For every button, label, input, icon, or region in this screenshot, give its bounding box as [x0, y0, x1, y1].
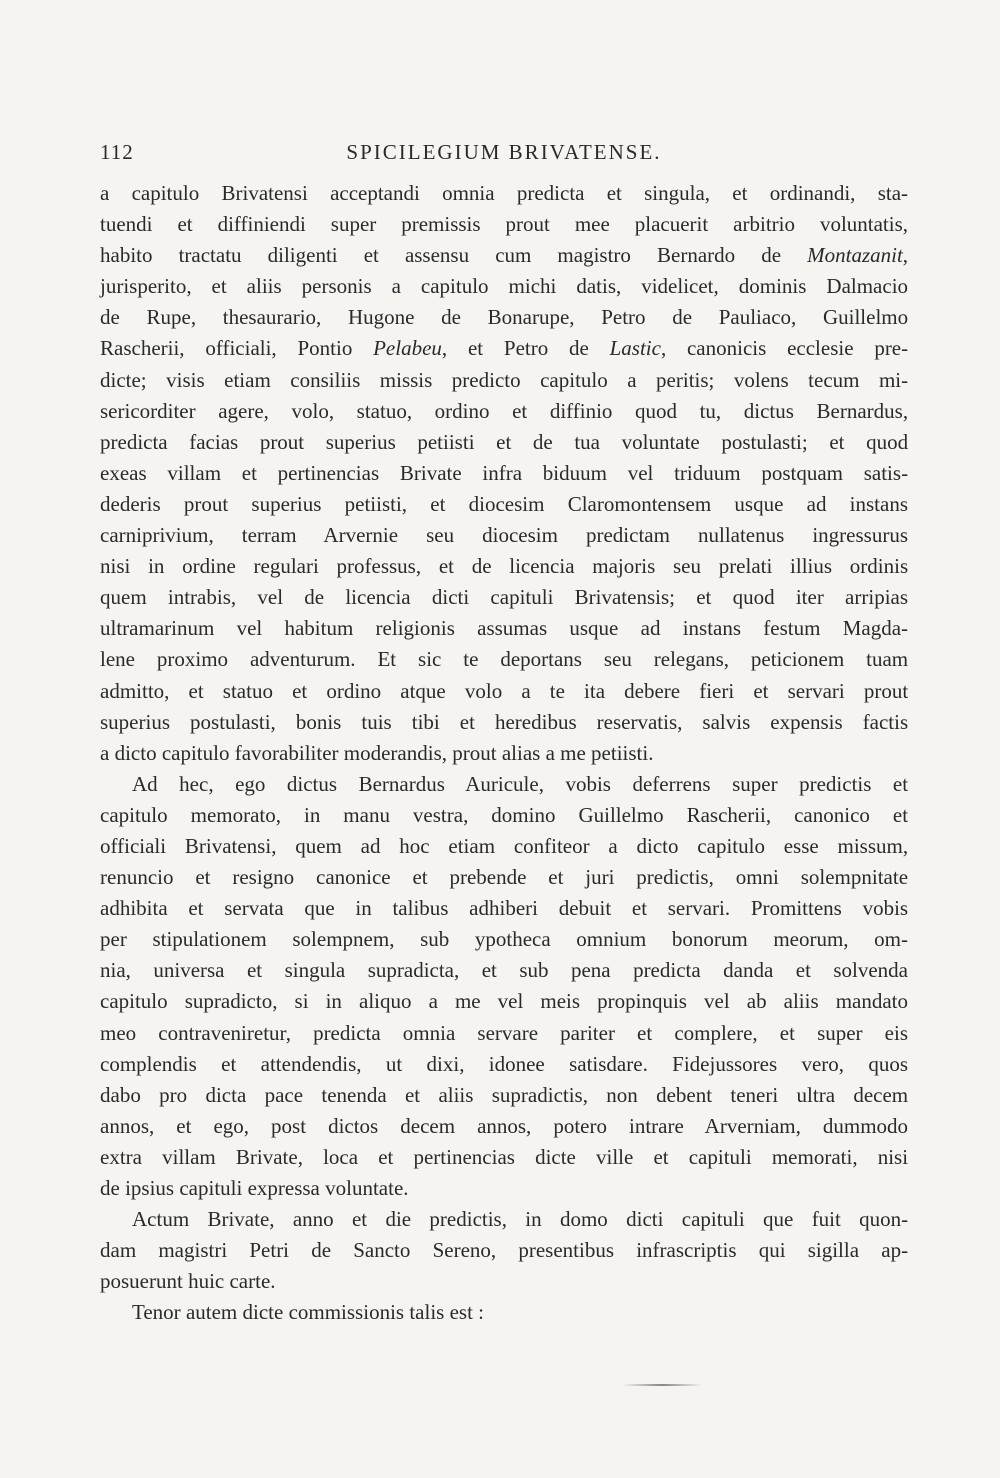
text-line: a capitulo Brivatensi acceptandi omnia predicta et singula, et ordinandi, sta- — [100, 181, 909, 205]
text-line: Actum Brivate, anno et die predictis, in domo dicti capituli que fuit quon- — [132, 1207, 909, 1232]
text-line: de Rupe, thesaurario, Hugone de Bonarupe, Petro de Pauliaco, Guillelmo — [100, 305, 909, 330]
text-line: carniprivium, terram Arvernie seu diocesim predictam nullatenus ingressurus — [100, 523, 909, 548]
running-title: SPICILEGIUM BRIVATENSE. — [346, 140, 662, 164]
text-line: de ipsius capituli expressa voluntate. — [100, 1176, 409, 1200]
text-line: officiali Brivatensi, quem ad hoc etiam confiteor a dicto capitulo esse missum, — [100, 833, 909, 858]
text-line: jurisperito, et aliis personis a capitulo michi datis, videlicet, dominis Dalmacio — [100, 274, 909, 299]
text-line: dicte; visis etiam consiliis missis predicto capitulo a peritis; volens tecum mi- — [100, 367, 909, 392]
text-line: dam magistri Petri de Sancto Sereno, presentibus infrascriptis qui sigilla ap- — [100, 1238, 909, 1263]
book-page — [100, 0, 908, 1478]
page-number: 112 — [100, 140, 134, 164]
paragraph — [100, 178, 908, 769]
paragraph — [100, 1204, 908, 1297]
text-line: complendis et attendendis, ut dixi, idonee satisdare. Fidejussores vero, quos — [100, 1051, 909, 1076]
text-line: renuncio et resigno canonice et prebende et juri predictis, omni solempnitate — [100, 865, 909, 890]
text-line: lene proximo adventurum. Et sic te deportans seu relegans, peticionem tuam — [100, 647, 909, 672]
text-line: quem intrabis, vel de licencia dicti capituli Brivatensis; et quod iter arripias — [100, 585, 909, 610]
body-text — [100, 178, 908, 1328]
paragraph — [100, 769, 908, 1204]
text-line: habito tractatu diligenti et assensu cum magistro Bernardo de Montazanit, — [100, 243, 909, 268]
text-line: nisi in ordine regulari professus, et de licencia majoris seu prelati illius ordinis — [100, 554, 909, 579]
text-line: a dicto capitulo favorabiliter moderandis, prout alias a me petiisti. — [100, 740, 654, 765]
text-line: predicta facias prout superius petiisti et de tua voluntate postulasti; et quod — [100, 429, 909, 454]
text-line: capitulo memorato, in manu vestra, domino Guillelmo Rascherii, canonico et — [100, 802, 909, 827]
text-line: Tenor autem dicte commissionis talis est : — [132, 1300, 484, 1325]
paragraph — [100, 1297, 908, 1328]
text-line: admitto, et statuo et ordino atque volo a te ita debere fieri et servari prout — [100, 678, 909, 703]
text-line: sericorditer agere, volo, statuo, ordino et diffinio quod tu, dictus Bernardus, — [100, 398, 909, 423]
text-line: dederis prout superius petiisti, et diocesim Claromontensem usque ad instans — [100, 491, 909, 516]
text-line: nia, universa et singula supradicta, et sub pena predicta danda et solvenda — [100, 958, 909, 983]
end-ornament — [622, 1384, 702, 1386]
text-line: Ad hec, ego dictus Bernardus Auricule, vobis deferrens super predictis et — [132, 771, 909, 796]
text-line: adhibita et servata que in talibus adhiberi debuit et servari. Promittens vobis — [100, 896, 909, 921]
text-line: ultramarinum vel habitum religionis assumas usque ad instans festum Magda- — [100, 616, 909, 641]
text-line: extra villam Brivate, loca et pertinencias dicte ville et capituli memorati, nisi — [100, 1144, 909, 1169]
running-head — [100, 140, 908, 170]
text-line: per stipulationem solempnem, sub ypotheca omnium bonorum meorum, om- — [100, 927, 908, 952]
text-line: superius postulasti, bonis tuis tibi et heredibus reservatis, salvis expensis factis — [100, 709, 909, 734]
text-line: annos, et ego, post dictos decem annos, potero intrare Arverniam, dummodo — [100, 1113, 909, 1138]
text-line: capitulo supradicto, si in aliquo a me vel meis propinquis vel ab aliis mandato — [100, 989, 909, 1014]
text-line: exeas villam et pertinencias Brivate infra biduum vel triduum postquam satis- — [100, 460, 909, 485]
text-line: posuerunt huic carte. — [100, 1269, 276, 1294]
text-line: dabo pro dicta pace tenenda et aliis supradictis, non debent teneri ultra decem — [100, 1082, 909, 1107]
text-line: tuendi et diffiniendi super premissis prout mee placuerit arbitrio voluntatis, — [100, 212, 909, 237]
text-line: Rascherii, officiali, Pontio Pelabeu, et Petro de Lastic, canonicis ecclesie pre- — [100, 336, 909, 361]
text-line: meo contraveniretur, predicta omnia servare pariter et complere, et super eis — [100, 1020, 908, 1045]
